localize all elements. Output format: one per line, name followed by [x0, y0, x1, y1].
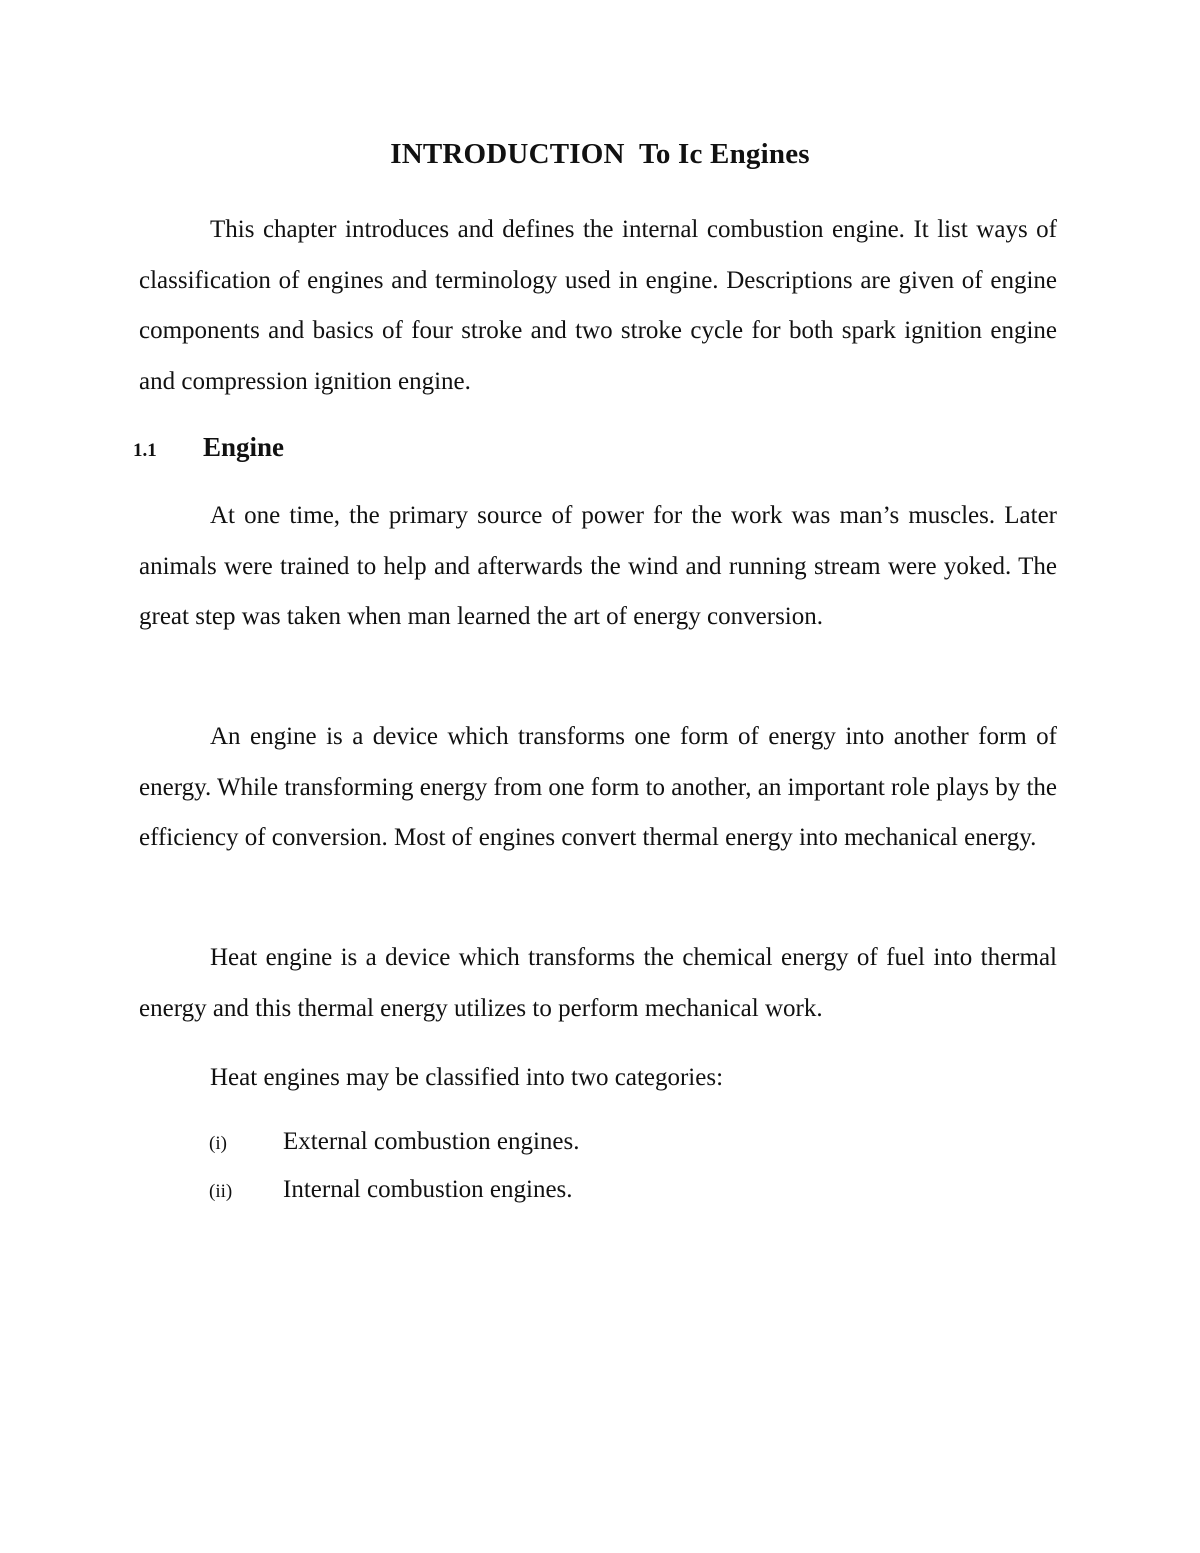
paragraph-energy-history: At one time, the primary source of power for the work was man’s muscles. Later animals were trained to help and afterwards the wind and running stream were yoked. The great step was taken when man learned the art of energy conversion. — [139, 502, 1057, 630]
document-title: INTRODUCTION To Ic Engines — [390, 138, 810, 170]
intro-paragraph: This chapter introduces and defines the internal combustion engine. It list ways of classification of engines and terminology used in engine. Descriptions are given of engine components and basics of four stroke and two stroke cycle for both spark ignition engine and compression ignition engine. — [139, 216, 1057, 395]
engine-categories-list — [209, 1128, 579, 1224]
section-heading — [133, 432, 284, 463]
list-item-text: External combustion engines. — [283, 1128, 580, 1155]
list-marker: (i) — [209, 1133, 227, 1154]
section-title: Engine — [203, 432, 285, 462]
section-number: 1.1 — [133, 440, 157, 461]
list-item — [209, 1128, 579, 1176]
list-item-text: Internal combustion engines. — [283, 1176, 573, 1203]
list-item — [209, 1176, 579, 1224]
paragraph-heat-engine: Heat engine is a device which transforms the chemical energy of fuel into thermal energy and this thermal energy utilizes to perform mechanical work. — [139, 944, 1057, 1022]
paragraph-engine-definition: An engine is a device which transforms one form of energy into another form of energy. While transforming energy from one form to another, an important role plays by the efficiency of conversion. Most of engines convert thermal energy into mechanical energy. — [139, 723, 1057, 851]
paragraph-categories: Heat engines may be classified into two categories: — [210, 1064, 724, 1091]
list-marker: (ii) — [209, 1181, 233, 1202]
